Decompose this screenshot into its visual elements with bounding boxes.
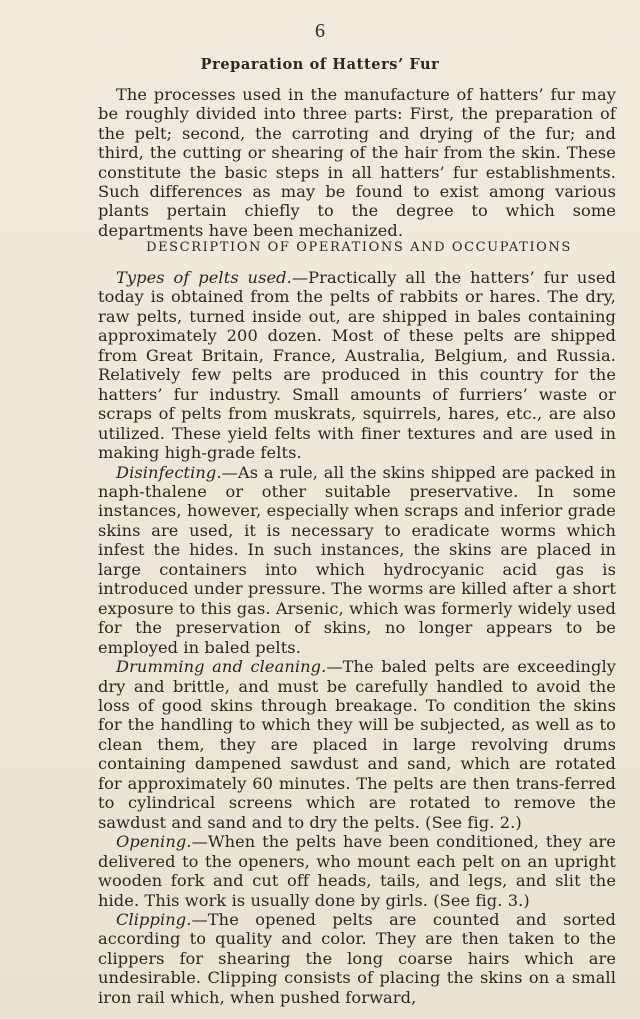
- intro-paragraph: The processes used in the manufacture of hatters’ fur may be roughly divided into three parts: First, the preparation of the pelt; second, the carroting and drying of the fur; and third, the cutting or shearing of the hair from the skin. These constitute the basic steps in all hatters’ fur establishments. Such differences as may be found to exist among various plants pertain chiefly to the degree to which some departments have been mechanized.: [98, 85, 616, 240]
- paragraph-opening: [98, 832, 616, 910]
- paragraph-text: —The baled pelts are exceedingly dry and brittle, and must be carefully handled to avoid the loss of good skins through breakage. To condition the skins for the handling to which they will be subjected, as well as to clean them, they are placed in large revolving drums containing dampened sawdust and sand, which are rotated for approximately 60 minutes. The pelts are then trans-ferred to cylindrical screens which are rotated to remove the sawdust and sand and to dry the pelts. (See fig. 2.): [98, 657, 617, 832]
- paragraph-text: —When the pelts have been conditioned, they are delivered to the openers, who mount each pelt on an upright wooden fork and cut off heads, tails, and legs, and slit the hide. This work is usually done by girls. (See fig. 3.): [98, 832, 616, 910]
- paragraph-text: —The opened pelts are counted and sorted according to quality and color. They are then taken to the clippers for shearing the long coarse hairs which are undesirable. Clipping consists of placing the skins on a small iron rail which, when pushed forward,: [98, 909, 616, 1007]
- paragraph-clipping: [98, 910, 616, 1007]
- operations-body: [98, 268, 616, 1007]
- paragraph-types-of-pelts: [98, 268, 616, 463]
- paragraph-disinfecting: [98, 463, 616, 658]
- page-number: 6: [315, 20, 325, 42]
- section-heading: DESCRIPTION OF OPERATIONS AND OCCUPATIONS: [146, 240, 572, 255]
- paragraph-lead: Types of pelts used.: [116, 268, 292, 287]
- intro-section: [98, 85, 616, 240]
- paragraph-lead: Opening.: [116, 832, 192, 852]
- page-title: Preparation of Hatters’ Fur: [200, 56, 440, 73]
- paragraph-lead: Drumming and cleaning.: [116, 657, 327, 677]
- paragraph-text: —As a rule, all the skins shipped are packed in naph-thalene or other suitable preservative. In some instances, however, especially when scraps and inferior grade skins are used, it is necessary to eradicate worms which infest the hides. In such instances, the skins are placed in large containers into which hydrocyanic acid gas is introduced under pressure. The worms are killed after a short exposure to this gas. Arsenic, which was formerly widely used for the preservation of skins, no longer appears to be employed in baled pelts.: [98, 462, 616, 657]
- paragraph-text: —Practically all the hatters’ fur used today is obtained from the pelts of rabbits or hares. The dry, raw pelts, turned inside out, are shipped in bales containing approximately 200 dozen. Most of these pelts are shipped from Great Britain, France, Australia, Belgium, and Russia. Relatively few pelts are produced in this country for the hatters’ fur industry. Small amounts of furriers’ waste or scraps of pelts from muskrats, squirrels, hares, etc., are also utilized. These yield felts with finer textures and are used in making high-grade felts.: [98, 268, 616, 463]
- paragraph-lead: Clipping.: [116, 909, 192, 929]
- paragraph-drumming: [98, 657, 616, 832]
- paragraph-lead: Disinfecting.: [116, 462, 222, 482]
